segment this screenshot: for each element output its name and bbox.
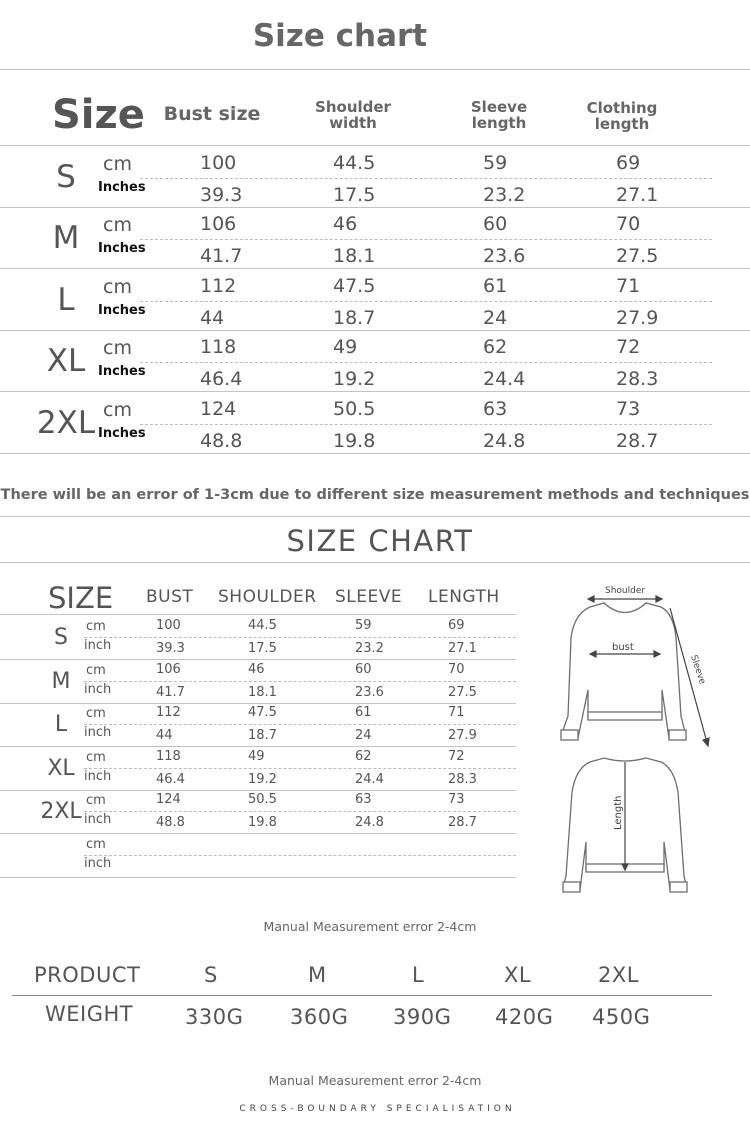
- measurement-cm: 72: [448, 748, 465, 764]
- measurement-inch: 27.5: [616, 245, 659, 268]
- measurement-cm: 69: [448, 618, 465, 633]
- row-divider-dashed: [140, 362, 712, 363]
- product-weight: 330G: [185, 1005, 244, 1029]
- measurement-inch: 48.8: [156, 815, 185, 831]
- measurement-cm: 112: [200, 274, 237, 297]
- measurement-inch: 18.7: [248, 728, 277, 744]
- measurement-inch: 28.3: [448, 771, 477, 787]
- measurement-inch: 24.4: [355, 771, 384, 787]
- row-divider-dashed: [84, 768, 516, 769]
- shoulder-header-line1: Shoulder: [315, 98, 391, 116]
- row-divider-dashed: [140, 239, 712, 240]
- unit-cm: cm: [86, 793, 106, 809]
- sweatshirt-front-outline: [561, 603, 686, 740]
- size-chart-title-2: SIZE CHART: [286, 524, 474, 558]
- row-divider-dashed: [84, 811, 516, 812]
- measurement-inch: 17.5: [333, 184, 376, 206]
- measurement-cm: 62: [483, 336, 508, 359]
- shoulder-header-line2: width: [329, 114, 377, 132]
- shoulder-diagram-label: Shoulder: [605, 586, 646, 596]
- measurement-cm: 59: [483, 152, 508, 174]
- size-label: XL: [47, 755, 75, 781]
- measurement-cm: 71: [616, 274, 641, 297]
- measurement-cm: 70: [616, 213, 641, 236]
- measurement-cm: 60: [483, 213, 508, 236]
- size-label: L: [57, 281, 75, 318]
- measurement-cm: 63: [355, 792, 372, 808]
- unit-inches: Inches: [98, 425, 146, 441]
- unit-inch: inch: [84, 768, 112, 784]
- measurement-cm: 61: [355, 705, 372, 721]
- measurement-inch: 18.7: [333, 306, 376, 329]
- product-size: M: [308, 963, 327, 987]
- measurement-cm: 63: [483, 397, 508, 420]
- shoulder-width-header: [304, 99, 402, 131]
- size-label: XL: [46, 343, 86, 380]
- row-divider: [0, 453, 750, 454]
- unit-cm: cm: [86, 837, 106, 852]
- size-label: M: [52, 220, 80, 257]
- row-divider: [0, 790, 516, 791]
- size-label: M: [51, 668, 71, 694]
- garment-measurement-diagram: [548, 578, 748, 900]
- unit-inches: Inches: [98, 241, 146, 257]
- bust-header: BUST: [146, 587, 194, 607]
- product-size: 2XL: [598, 963, 639, 987]
- measurement-inch: 24.8: [483, 429, 526, 452]
- measurement-inch: 17.5: [248, 641, 277, 656]
- row-divider-dashed: [84, 724, 516, 725]
- divider: [0, 562, 750, 563]
- measurement-cm: 47.5: [333, 274, 376, 297]
- divider: [0, 69, 750, 70]
- measurement-cm: 118: [200, 336, 237, 359]
- measurement-cm: 61: [483, 274, 508, 297]
- measurement-inch: 23.6: [483, 245, 526, 268]
- row-divider: [0, 746, 516, 747]
- measurement-inch: 28.7: [616, 429, 659, 452]
- size-label: 2XL: [36, 404, 96, 441]
- unit-inch: inch: [84, 681, 112, 697]
- measurement-cm: 71: [448, 705, 465, 721]
- unit-inch: inch: [84, 725, 112, 741]
- unit-cm: cm: [86, 706, 106, 722]
- header-divider-2: [0, 614, 516, 615]
- measurement-cm: 106: [200, 213, 237, 236]
- length-diagram-label: Length: [613, 795, 624, 830]
- row-divider: [0, 391, 750, 392]
- unit-inch: inch: [84, 812, 112, 828]
- size-label: S: [54, 625, 68, 650]
- measurement-error-note-2: Manual Measurement error 2-4cm: [263, 919, 477, 934]
- row-divider-dashed: [84, 637, 516, 638]
- measurement-inch: 46.4: [200, 368, 243, 391]
- row-divider-dashed: [84, 681, 516, 682]
- measurement-cm: 59: [355, 618, 372, 633]
- measurement-inch: 23.2: [355, 641, 384, 656]
- measurement-cm: 124: [200, 397, 237, 420]
- measurement-cm: 73: [448, 792, 465, 808]
- product-weight: 390G: [393, 1005, 452, 1029]
- product-weight: 360G: [290, 1005, 349, 1029]
- sleeve-length-header: [454, 99, 544, 131]
- unit-inches: Inches: [98, 364, 146, 380]
- unit-cm: cm: [103, 214, 132, 237]
- measurement-inch: 39.3: [156, 641, 185, 656]
- measurement-cm: 47.5: [248, 705, 277, 721]
- row-divider: [0, 703, 516, 704]
- unit-cm: cm: [86, 662, 106, 678]
- shoulder-header: SHOULDER: [218, 587, 317, 607]
- size-column-header-2: SIZE: [48, 581, 114, 615]
- measurement-inch: 23.6: [355, 684, 384, 700]
- unit-inches: Inches: [98, 180, 146, 195]
- section-divider: [0, 516, 750, 517]
- unit-inch: inch: [84, 856, 112, 871]
- clothing-length-header: [576, 100, 668, 132]
- bust-diagram-label: bust: [612, 642, 634, 653]
- product-weight-divider: [12, 995, 712, 996]
- product-size: S: [204, 963, 218, 987]
- weight-label: WEIGHT: [45, 1002, 134, 1026]
- measurement-inch: 28.3: [616, 368, 659, 391]
- clothing-header-line1: Clothing: [586, 99, 658, 117]
- product-weight: 450G: [592, 1005, 651, 1029]
- unit-cm: cm: [103, 398, 132, 421]
- unit-cm: cm: [103, 153, 132, 175]
- unit-cm: cm: [103, 337, 132, 360]
- brand-footer: CROSS-BOUNDARY SPECIALISATION: [239, 1104, 516, 1114]
- measurement-error-note-3: Manual Measurement error 2-4cm: [268, 1073, 482, 1088]
- size-label: L: [54, 712, 68, 738]
- measurement-cm: 69: [616, 152, 641, 174]
- measurement-inch: 24.8: [355, 815, 384, 831]
- measurement-inch: 46.4: [156, 771, 185, 787]
- row-divider: [0, 877, 516, 878]
- measurement-inch: 19.8: [333, 429, 376, 452]
- measurement-cm: 49: [248, 748, 265, 764]
- sleeve-header-line2: length: [471, 114, 527, 132]
- measurement-cm: 49: [333, 336, 358, 359]
- measurement-cm: 106: [156, 661, 181, 677]
- header-divider: [0, 145, 750, 146]
- measurement-inch: 27.9: [448, 728, 477, 744]
- row-divider: [0, 330, 750, 331]
- measurement-cm: 112: [156, 705, 181, 721]
- product-label: PRODUCT: [34, 963, 141, 987]
- size-label: S: [56, 159, 76, 195]
- size-chart-title: Size chart: [252, 18, 428, 54]
- row-divider-dashed: [84, 855, 516, 856]
- measurement-inch: 27.5: [448, 684, 477, 700]
- measurement-cm: 44.5: [333, 152, 376, 174]
- sleeve-header: SLEEVE: [335, 587, 403, 607]
- measurement-inch: 28.7: [448, 815, 477, 831]
- measurement-inch: 41.7: [200, 245, 243, 268]
- unit-inch: inch: [84, 638, 112, 653]
- measurement-inch: 19.2: [333, 368, 376, 391]
- row-divider: [0, 268, 750, 269]
- measurement-cm: 124: [156, 792, 181, 808]
- row-divider-dashed: [140, 178, 712, 179]
- product-size: L: [412, 963, 425, 987]
- measurement-inch: 24.4: [483, 368, 526, 391]
- measurement-inch: 27.1: [448, 641, 477, 656]
- product-weight: 420G: [495, 1005, 554, 1029]
- unit-inches: Inches: [98, 302, 146, 318]
- measurement-inch: 18.1: [248, 684, 277, 700]
- measurement-cm: 70: [448, 661, 465, 677]
- measurement-cm: 72: [616, 336, 641, 359]
- size-label: 2XL: [40, 799, 82, 825]
- measurement-cm: 62: [355, 748, 372, 764]
- measurement-cm: 46: [248, 661, 265, 677]
- measurement-inch: 39.3: [200, 184, 243, 206]
- measurement-inch: 24: [483, 306, 508, 329]
- measurement-cm: 44.5: [248, 618, 277, 633]
- row-divider: [0, 659, 516, 660]
- measurement-cm: 73: [616, 397, 641, 420]
- measurement-cm: 50.5: [333, 397, 376, 420]
- measurement-inch: 44: [200, 306, 225, 329]
- length-header: LENGTH: [428, 587, 500, 607]
- measurement-cm: 118: [156, 748, 181, 764]
- measurement-cm: 100: [156, 618, 181, 633]
- measurement-inch: 41.7: [156, 684, 185, 700]
- row-divider-dashed: [140, 424, 712, 425]
- unit-cm: cm: [86, 749, 106, 765]
- sleeve-header-line1: Sleeve: [470, 98, 528, 116]
- measurement-cm: 50.5: [248, 792, 277, 808]
- unit-cm: cm: [86, 619, 106, 634]
- measurement-cm: 100: [200, 152, 237, 174]
- measurement-cm: 46: [333, 213, 358, 236]
- row-divider: [0, 207, 750, 208]
- clothing-header-line2: length: [594, 115, 650, 133]
- measurement-inch: 48.8: [200, 429, 243, 452]
- measurement-inch: 24: [355, 728, 372, 744]
- measurement-inch: 19.2: [248, 771, 277, 787]
- row-divider: [0, 833, 516, 834]
- measurement-inch: 27.1: [616, 184, 659, 206]
- product-size: XL: [504, 963, 532, 987]
- measurement-inch: 18.1: [333, 245, 376, 268]
- sleeve-diagram-label: Sleeve: [688, 653, 707, 686]
- measurement-error-note: There will be an error of 1-3cm due to different size measurement methods and techniques: [0, 487, 750, 503]
- unit-cm: cm: [103, 275, 132, 298]
- size-column-header: Size: [52, 92, 145, 138]
- measurement-inch: 19.8: [248, 815, 277, 831]
- row-divider-dashed: [140, 301, 712, 302]
- measurement-inch: 44: [156, 728, 173, 744]
- measurement-cm: 60: [355, 661, 372, 677]
- measurement-inch: 23.2: [483, 184, 526, 206]
- bust-size-header: Bust size: [163, 103, 261, 125]
- measurement-inch: 27.9: [616, 306, 659, 329]
